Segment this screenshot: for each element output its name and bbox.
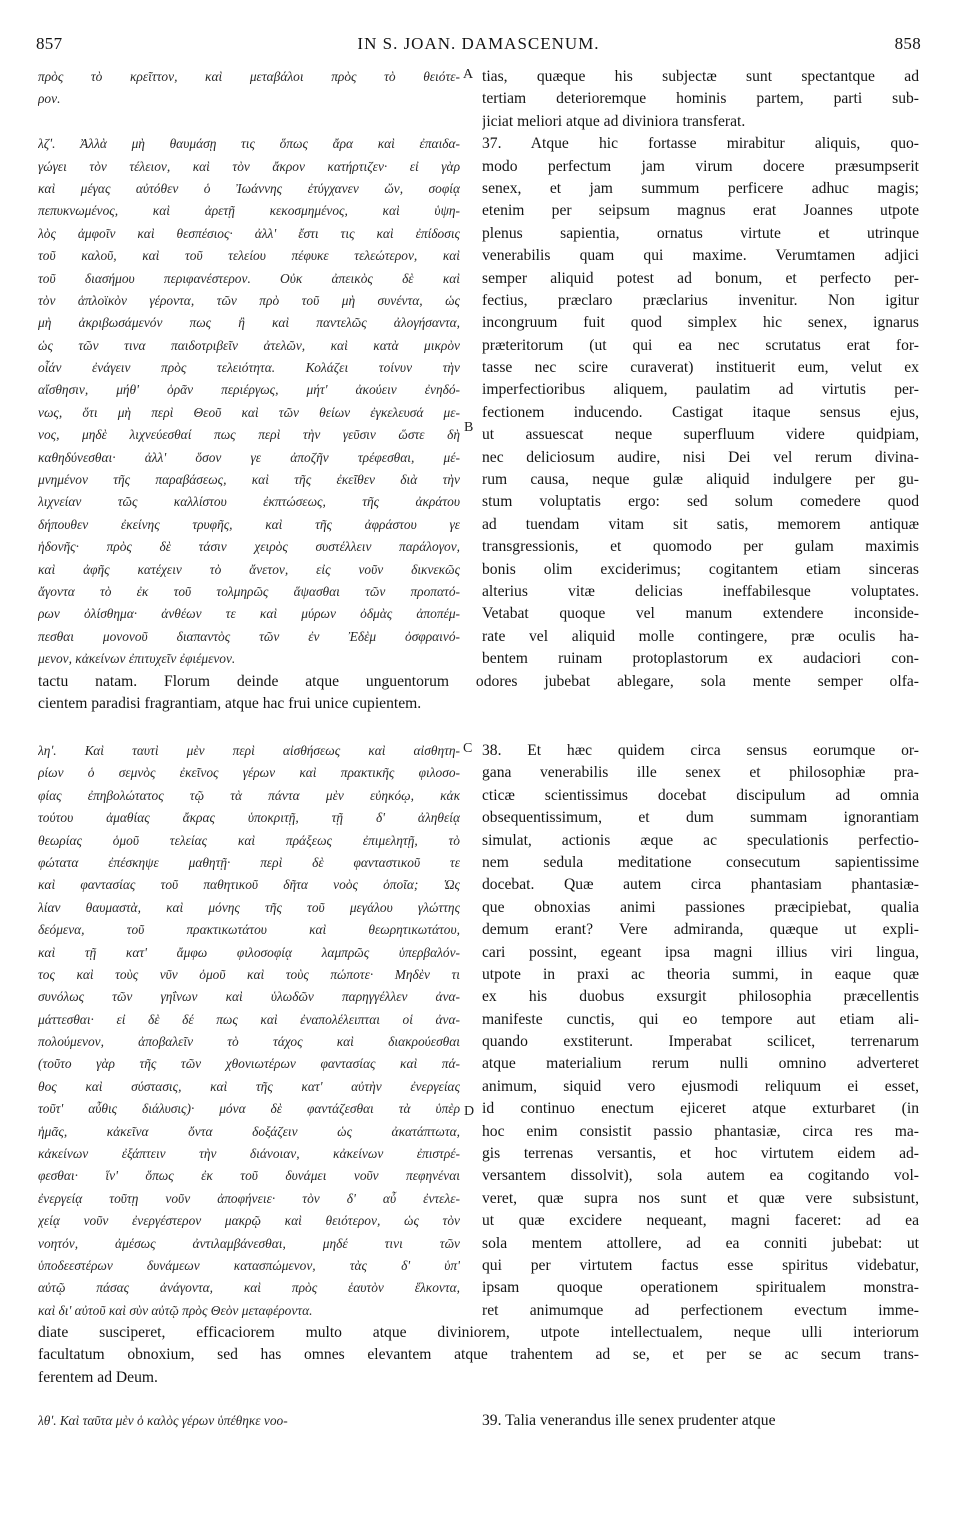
text-line: sola mentem attollere, ad ea conniti jubebat: ut [482, 1234, 919, 1252]
text-line: gis terrenas versantis, et hoc virtutem eidem ad- [482, 1145, 919, 1163]
text-line: θεωρίας ὁμοῦ τελείας καὶ πράξεως ἐπιμελητῇ, τὸ [38, 832, 460, 848]
text-line: μὴ ἀκριβωσάμενόν πως ἢ καὶ παντελῶς ἀλογήσαντα, [38, 315, 460, 331]
text-line: demum erant? Vere admiranda, quæque ut expli- [482, 921, 919, 939]
greek-column-section-38 [38, 740, 460, 1322]
margin-letter-d: D [464, 1104, 475, 1119]
text-line: καὶ δι' αὐτοῦ καὶ σὺν αὐτῷ πρὸς Θεὸν μεταφέροντα. [38, 1302, 313, 1318]
text-line: docebat. Quæ autem circa phantasiam phantasiæ- [482, 876, 919, 894]
text-line: πολούμενον, ἀποβαλεῖν τὸ τάχος καὶ διακρούεσθαι [38, 1034, 460, 1050]
text-line: φεσθαι· ἵν' ὅπως ἐκ τοῦ δυνάμει νοῦν πεφηνέναι [38, 1168, 460, 1184]
text-line: τὸν ἁπλοϊκὸν γέροντα, τῶν πρὸ τοῦ μὴ συνέντα, ὡς [38, 292, 460, 308]
text-line: facultatum obnoxium, sed has omnes elevantem atque trahentem ad se, et per se ac secum trans- [38, 1346, 919, 1364]
text-line: φώτατα ἐπέσκηψε μαθητῇ· περὶ δὲ φανταστικοῦ τε [38, 854, 460, 870]
text-line: animum, siquid vero ejusmodi reliquum ei esset, [482, 1077, 919, 1095]
text-line: ret animumque ad perfectionem evectum imme- [482, 1301, 919, 1319]
text-line: nem sedula meditatione consecutum sapientissime [482, 853, 919, 871]
text-line: gana venerabilis ille senex et philosophiæ pra- [482, 764, 919, 782]
text-line: hoc enim consistit passio phantasiæ, circa res ma- [482, 1122, 919, 1140]
text-line: tertiam deterioremque hominis partem, parti sub- [482, 90, 919, 108]
text-line: φίας ἐπηβολώτατος τῷ τὰ πάντα μὲν εὐηκόῳ, κἀκ [38, 787, 460, 803]
text-line: καὶ τῇ κατ' ἄμφω φιλοσοφίᾳ λαμπρῶς ὑπερβαλόν- [38, 944, 460, 960]
text-line: ληʹ. Καὶ ταυτὶ μὲν περὶ αἰσθήσεως καὶ αἰσθητη- [38, 743, 460, 758]
text-line: semper aliquid potest ad bonum, et perfecto per- [482, 269, 919, 287]
text-line: λθʹ. Καὶ ταῦτα μὲν ὁ καλὸς γέρων ὑπέθηκε νοο- [38, 1413, 288, 1428]
text-line: (τοῦτο γὰρ τῆς τῶν χθονιωτέρων φαντασίας καὶ πά- [38, 1056, 460, 1072]
text-line: ἡδονῆς· πρὸς δὲ τάσιν χειρὸς συστέλλειν παράλογον, [38, 539, 460, 555]
text-line: 38. Et hæc quidem circa sensus eorumque or- [482, 742, 919, 759]
text-line: ὡς τῶν τινα παιδοτριβεῖν ἀτελῶν, καὶ κατὰ μικρὸν [38, 337, 460, 353]
text-line: δεόμενα, τοῦ πρακτικωτάτου καὶ θεωρητικωτάτου, [38, 922, 460, 938]
text-line: rum causa, neque gulæ aliquid indulgere per gu- [482, 471, 919, 489]
text-line: modo perfectum jam virum docere præsumpserit [482, 157, 919, 175]
text-line: ρων ὀλίσθημα· ἀνθέων τε καὶ μύρων ὀδμὰς ἀποπέμ- [38, 606, 460, 622]
latin-fullwidth-section-38 [38, 1322, 919, 1389]
text-line: quando exstiterunt. Imperabat scilicet, terrenarum [482, 1033, 919, 1051]
running-header [36, 34, 921, 56]
greek-column-section-37 [38, 66, 460, 671]
text-line: bonis olim exciderimus; cogitantem etiam sinceras [482, 560, 919, 578]
greek-column-section-39 [38, 1410, 460, 1432]
margin-letter-a: A [463, 67, 474, 82]
text-line: κἀκείνων ἐξάπτειν τὴν διάνοιαν, κἀκείνων ἐπιστρέ- [38, 1146, 460, 1162]
running-title: IN S. JOAN. DAMASCENUM. [357, 34, 600, 53]
text-line: πεσθαι μονονοῦ διαπαντὸς τῶν ἐν Ἐδὲμ ὀσφραινό- [38, 628, 460, 644]
text-line: καὶ μέγας αὐτόθεν ὁ Ἰωάννης ἐτύγχανεν ὤν, σοφίᾳ [38, 180, 460, 196]
latin-column-section-39 [482, 1410, 919, 1432]
text-line: νος, μηδὲ λιχνεύεσθαί πως περὶ τὴν γεῦσιν ὥστε δὴ [38, 427, 460, 443]
text-line: ἄγοντα τὸ ἐκ τοῦ τολμηρῶς ἅψασθαι τῶν προπατό- [38, 583, 460, 599]
text-line: χείᾳ νοῦν ἐνεργέστερον μακρῷ καὶ θειότερον, ὡς τὸν [38, 1213, 460, 1229]
text-line: tias, quæque his subjectæ sunt spectantque ad [482, 68, 919, 85]
text-line: τοῦ καλοῦ, καὶ τοῦ τελείου πέφυκε τελεώτερον, καὶ [38, 248, 460, 264]
text-line: αὐτῷ πάσας ἀνάγοντα, καὶ πρὸς ἑαυτὸν ἕλκοντα, [38, 1280, 460, 1296]
text-line: fectionem inducendo. Castigat itaque sensus ejus, [482, 403, 919, 421]
text-line: jiciat meliori atque ad diviniora transferat. [482, 112, 746, 130]
text-line: ferentem ad Deum. [38, 1368, 158, 1386]
text-line: τοῦ διασήμου περιφανέστερον. Οὐκ ἀπεικὸς δὲ καὶ [38, 270, 460, 286]
text-line: λιχνείαν τῶς καλλίστου ἐκπτώσεως, τῆς ἀκράτου [38, 494, 460, 510]
text-line: ad tuendam vitam sit satis, memorem antiquæ [482, 515, 919, 533]
text-line: νως, ὅτι μὴ περὶ Θεοῦ καὶ τῶν θείων ἐγκελευσά με- [38, 404, 460, 420]
text-line: ρίων ὁ σεμνὸς ἐκεῖνος γέρων καὶ πρακτικῆς φιλοσο- [38, 765, 460, 781]
text-line: Vetabat quoque vel manum extendere inconside- [482, 605, 919, 623]
text-line: καὶ ἀφῆς κατέχειν τὸ ἄνετον, εἰς νοῦν δικνεκῶς [38, 561, 460, 577]
text-line: ὑποδεεστέρων δυνάμεων κατασπώμενον, τὰς δ' ὑπ' [38, 1257, 460, 1273]
text-line: rate vel aliquid molle contingere, præ oculis ha- [482, 627, 919, 645]
page-number-left: 857 [36, 34, 63, 53]
text-line: γώγει τὸν τέλειον, καὶ τὸν ἄκρον κατήρτιζεν· εἰ γὰρ [38, 158, 460, 174]
text-line: cari possint, egeant ipsa magni illius viri lingua, [482, 943, 919, 961]
text-line: τούτου ἀμαθίας ἄκρας ὑποκριτῇ, τῇ δ' ἀληθείᾳ [38, 810, 460, 826]
text-line: bentem ruinam protoplastorum ex audaciori con- [482, 650, 919, 668]
text-line: λίαν θαυμαστὰ, καὶ μόνης τῆς τοῦ μεγάλου γλώττης [38, 899, 460, 915]
text-line: incongruum fuit quod simplex hic senex, ignarus [482, 314, 919, 332]
text-line: transgressionis, et quomodo per gulam maximis [482, 538, 919, 556]
text-line: atque materialium rerum nulli omnino adverteret [482, 1055, 919, 1073]
text-line: λζʹ. Ἀλλὰ μὴ θαυμάσῃ τις ὅπως ἄρα καὶ ἐπαιδα- [38, 136, 460, 152]
text-line: 39. Talia venerandus ille senex prudenter atque [482, 1412, 776, 1429]
text-line: qui per virtutem factus esse spiritus videbatur, [482, 1256, 919, 1274]
text-line: ipsam quoque operationem spiritualem monstra- [482, 1279, 919, 1297]
text-line: cticæ scientissimus docebat discipulum ad omnia [482, 786, 919, 804]
text-line: nec deliciosum audire, nisi Dei vel rerum divina- [482, 448, 919, 466]
text-line: οἷάν ἐνάγειν πρὸς τελειότητα. Κολάζει τοίνυν τὴν [38, 360, 460, 376]
latin-column-section-37 [482, 66, 919, 671]
text-line: utpote in praxi ac theoria summi, in eaque quæ [482, 965, 919, 983]
text-line: 37. Atque hic fortasse mirabitur aliquis, quo- [482, 135, 919, 153]
text-line: simulat, actionis æque ac speculationis perfectio- [482, 831, 919, 849]
text-line: πρὸς τὸ κρεῖττον, καὶ μεταβάλοι πρὸς τὸ θειότε- [38, 69, 460, 84]
text-line: alterius vitæ delicias ineffabilesque voluptates. [482, 582, 919, 600]
latin-fullwidth-section-37 [38, 671, 919, 716]
text-line: συνόλως τῶν γηΐνων καὶ ὑλωδῶν παρηγγέλλεν ἀνα- [38, 989, 460, 1005]
text-line: imperfectioribus aliquem, paulatim ad virtutis per- [482, 381, 919, 399]
text-line: ἐνεργείᾳ τοῦτῃ νοῦν ἀποφήνειε· τὸν δ' αὖ ἐντελε- [38, 1190, 460, 1206]
text-line: etenim per seipsum magnus erat Joannes utpote [482, 202, 919, 220]
text-line: præteritorum (ut qui ea nec scrutatus erat for- [482, 336, 919, 354]
text-line: tactu natam. Florum deinde atque unguentorum odores jubebat ablegare, sola mente semper olfa- [38, 673, 919, 690]
text-line: ut assuescat neque superfluum videre quidpiam, [482, 426, 919, 444]
text-line: δήπουθεν ἐκείνης τρυφῆς, καὶ τῆς ἀφράστου γε [38, 516, 460, 532]
text-line: versantem dissolvit), sola autem ea cogitando vol- [482, 1167, 919, 1185]
text-line: manifeste cunctis, qui eo tempore aut etiam ali- [482, 1010, 919, 1028]
text-line: ut quæ excidere nequeant, magni faceret: ad ea [482, 1212, 919, 1230]
text-line: senex, et jam summum perficere adhuc magis; [482, 179, 919, 197]
text-line [38, 111, 460, 133]
margin-letter-b: B [464, 420, 474, 435]
text-line: ἡμᾶς, κἀκεῖνα ὄντα δοξάζειν ὡς ἀκατάπτωτα, [38, 1123, 460, 1139]
latin-column-section-38 [482, 740, 919, 1322]
text-line: καθηδύνεσθαι· ἀλλ' ὅσον γε ἀποζῆν τρέφεσθαι, μέ- [38, 449, 460, 465]
text-line: μνημένον τῆς παραβάσεως, καὶ τῆς ἐκεῖθεν διὰ τὴν [38, 472, 460, 488]
text-line: fectius, præclaro præclarius invenitur. Non igitur [482, 291, 919, 309]
text-line: τοῦτ' αὖθις διάλυσις)· μόνα δὲ φαντάζεσθαι τὰ ὑπὲρ [38, 1101, 460, 1117]
text-line: obsequentissimum, et dum summam ignorantiam [482, 809, 919, 827]
text-line: diate susciperet, efficaciorem multo atque diviniorem, utpote intellectualem, neque ulli interiorum [38, 1324, 919, 1341]
margin-letter-c: C [463, 741, 473, 756]
text-line: πεπυκνωμένος, καὶ ἀρετῇ κεκοσμημένος, καὶ ὑψη- [38, 203, 460, 219]
text-line: id continuo enectum ejiceret atque exturbaret (in [482, 1100, 919, 1118]
page-number-right: 858 [894, 34, 921, 53]
text-line: μενον, κἀκείνων ἐπιτυχεῖν ἐφιέμενον. [38, 651, 236, 667]
text-line: plenus sapientia, ornatus virtute et utrinque [482, 224, 919, 242]
text-line: tasse nec scire curaverat) instituerit eum, velut ex [482, 359, 919, 377]
text-line: veret, quæ supra nos sunt et quæ vere subsistunt, [482, 1189, 919, 1207]
text-line: venerabilis quam qui maxime. Verumtamen adjici [482, 247, 919, 265]
text-line: ex his duobus exsurgit philosophia præcellentis [482, 988, 919, 1006]
text-line: ρον. [38, 91, 61, 107]
text-line: θος καὶ σύστασις, καὶ τῆς κατ' αὐτὴν ἐνεργείας [38, 1078, 460, 1094]
text-line: λὸς ἀμφοῖν καὶ θεσπέσιος· ἀλλ' ἔστι τις καὶ ἐπίδοσις [38, 225, 460, 241]
text-line: μάττεσθαι· εἰ δὲ δέ πως καὶ ἐναπολέλειπται οἱ ἀνα- [38, 1011, 460, 1027]
text-line: cientem paradisi fragrantiam, atque hac frui unice cupientem. [38, 695, 422, 713]
text-line: καὶ φαντασίας τοῦ παθητικοῦ δῆτα νοὸς ὁποῖα; Ὡς [38, 877, 460, 893]
text-line: que obnoxias animi passiones præcipiebat, qualia [482, 898, 919, 916]
text-line: νοητόν, ἀμέσως ἀντιλαμβάνεσθαι, μηδέ τινι τῶν [38, 1235, 460, 1251]
text-line: τος καὶ τοὺς νῦν ὁμοῦ καὶ τοὺς πώποτε· Μηδὲν τι [38, 966, 460, 982]
text-line: stum voluptatis ergo: sed solum comedere quod [482, 493, 919, 511]
text-line: αἴσθησιν, μήθ' ὁρᾶν περιέργως, μήτ' ἀκούειν ἐνηδό- [38, 382, 460, 398]
